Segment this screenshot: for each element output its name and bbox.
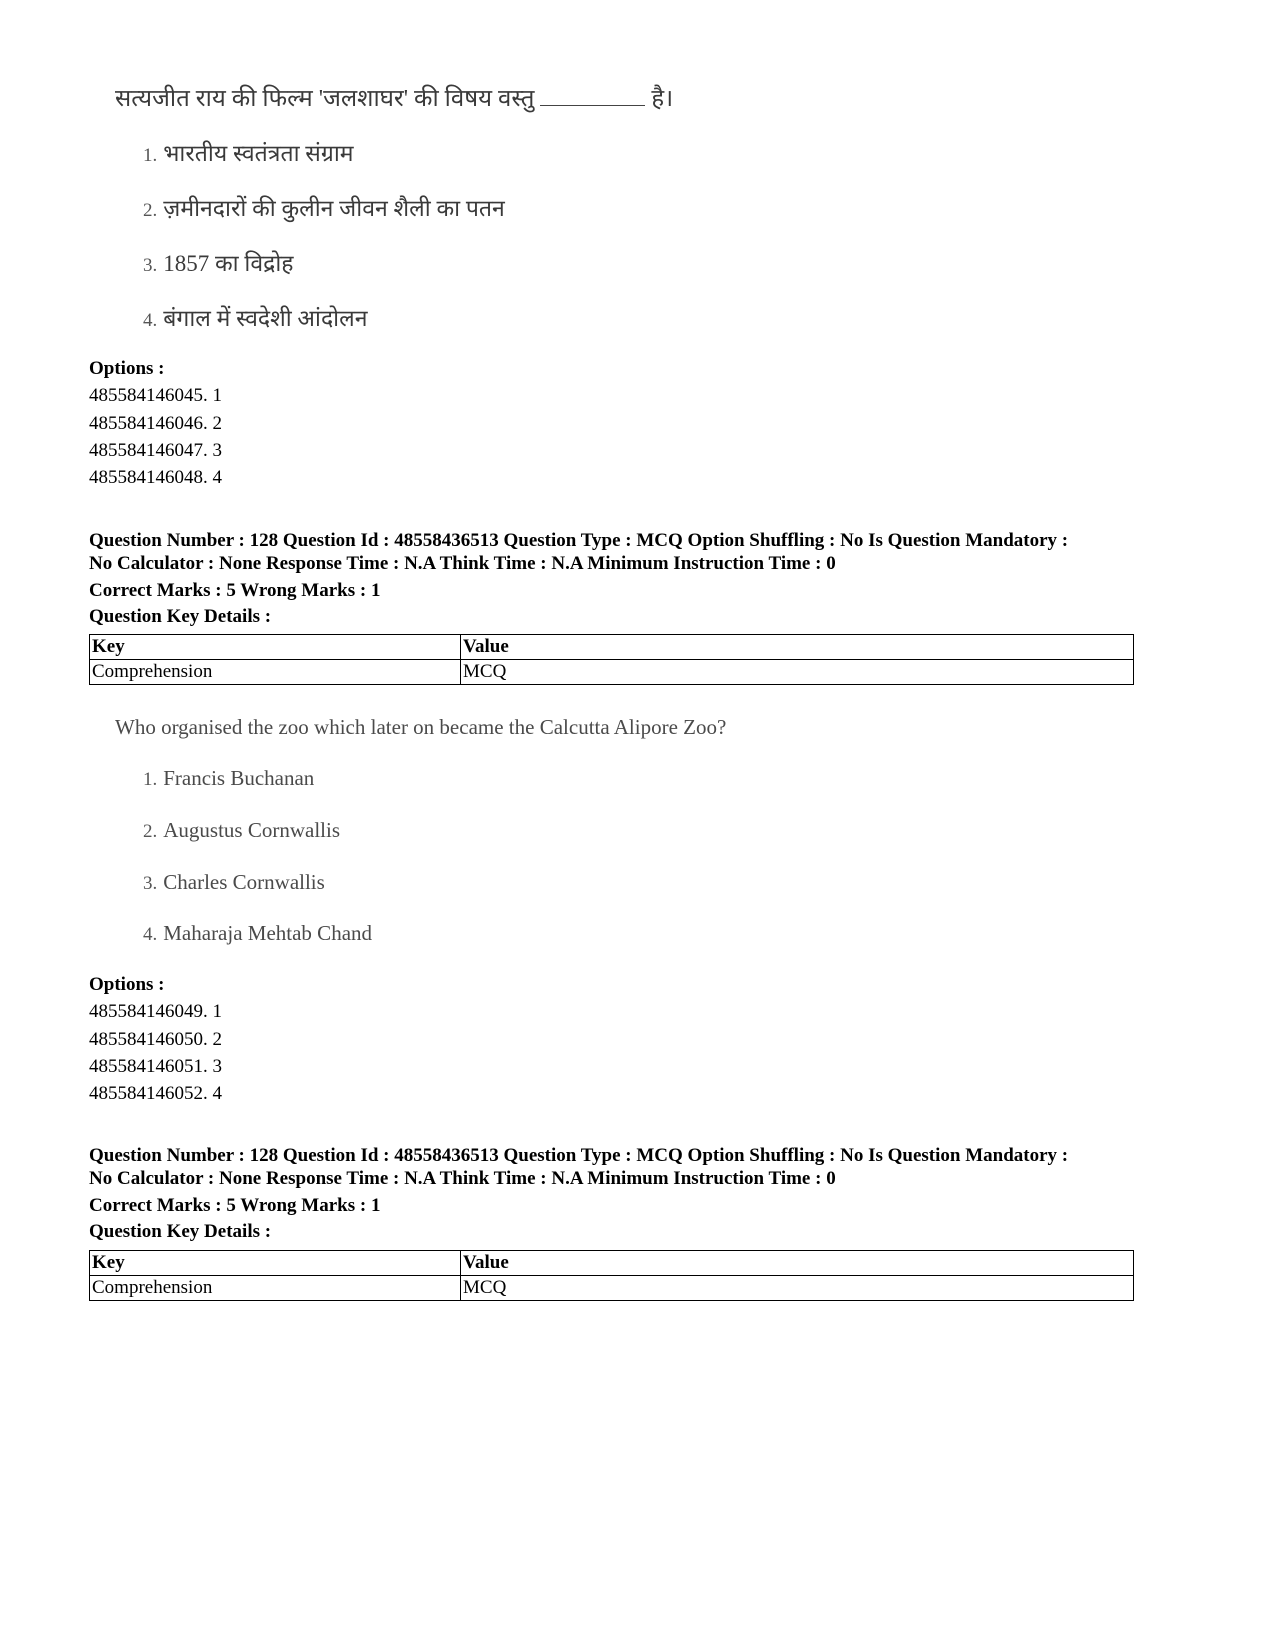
- table-cell: Comprehension: [90, 660, 461, 685]
- options-label: Options :: [89, 974, 165, 995]
- question-option: [115, 305, 367, 335]
- question-image-english: [115, 712, 835, 952]
- table-header-row: [90, 1251, 1134, 1276]
- option-id-item: 485584146047. 3: [89, 439, 222, 461]
- question-option: [115, 868, 325, 898]
- table-header-cell: Value: [461, 1251, 1134, 1276]
- option-number: 1.: [143, 145, 158, 166]
- option-id-item: 485584146050. 2: [89, 1028, 222, 1050]
- option-text: Francis Buchanan: [163, 766, 315, 790]
- question-meta: [89, 1144, 1134, 1243]
- table-header-cell: Key: [90, 635, 461, 660]
- question-stem-end: है।: [651, 86, 674, 112]
- table-header-cell: Value: [461, 635, 1134, 660]
- question-marks: Correct Marks : 5 Wrong Marks : 1: [89, 580, 381, 601]
- table-header-row: [90, 635, 1134, 660]
- table-cell: MCQ: [461, 1276, 1134, 1301]
- question-option: [115, 816, 340, 846]
- key-details-table: [89, 634, 1134, 685]
- key-details-table: [89, 1250, 1134, 1301]
- fill-in-blank: [540, 87, 645, 106]
- question-key-details-label: Question Key Details :: [89, 606, 272, 627]
- option-id-item: 485584146052. 4: [89, 1083, 222, 1105]
- option-id-item: 485584146046. 2: [89, 412, 222, 434]
- question-option: [115, 250, 294, 280]
- option-number: 4.: [143, 924, 158, 945]
- options-list: [89, 971, 222, 1107]
- question-stem: [115, 84, 835, 114]
- question-meta-line: Question Number : 128 Question Id : 48558436513 Question Type : MCQ Option Shuffling : No Is Question Mandatory :: [89, 1145, 1069, 1166]
- options-list: [89, 355, 222, 491]
- table-header-cell: Key: [90, 1251, 461, 1276]
- option-text: Charles Cornwallis: [163, 870, 325, 894]
- option-text: बंगाल में स्वदेशी आंदोलन: [163, 306, 368, 331]
- option-id-item: 485584146049. 1: [89, 1001, 222, 1023]
- question-marks: Correct Marks : 5 Wrong Marks : 1: [89, 1195, 381, 1216]
- option-number: 2.: [143, 821, 158, 842]
- question-option: [115, 140, 354, 170]
- option-id-item: 485584146045. 1: [89, 385, 222, 407]
- question-key-details-label: Question Key Details :: [89, 1221, 272, 1242]
- question-stem: Who organised the zoo which later on became the Calcutta Alipore Zoo?: [115, 715, 727, 739]
- question-option: [115, 919, 372, 949]
- table-row: [90, 660, 1134, 685]
- question-meta-line: No Calculator : None Response Time : N.A Think Time : N.A Minimum Instruction Time : 0: [89, 553, 836, 574]
- question-meta: [89, 529, 1134, 628]
- table-cell: MCQ: [461, 660, 1134, 685]
- question-stem-text: सत्यजीत राय की फिल्म 'जलशाघर' की विषय वस्तु: [115, 86, 535, 112]
- option-text: Maharaja Mehtab Chand: [163, 921, 373, 945]
- question-option: [115, 764, 314, 794]
- option-text: भारतीय स्वतंत्रता संग्राम: [163, 141, 354, 166]
- options-label: Options :: [89, 358, 165, 379]
- option-text: Augustus Cornwallis: [163, 818, 341, 842]
- option-text: ज़मीनदारों की कुलीन जीवन शैली का पतन: [163, 196, 505, 221]
- table-cell: Comprehension: [90, 1276, 461, 1301]
- option-number: 3.: [143, 255, 158, 276]
- question-image-hindi: [115, 84, 835, 344]
- table-row: [90, 1276, 1134, 1301]
- question-meta-line: No Calculator : None Response Time : N.A Think Time : N.A Minimum Instruction Time : 0: [89, 1168, 836, 1189]
- option-id-item: 485584146048. 4: [89, 467, 222, 489]
- question-meta-line: Question Number : 128 Question Id : 48558436513 Question Type : MCQ Option Shuffling : No Is Question Mandatory :: [89, 530, 1069, 551]
- option-id-item: 485584146051. 3: [89, 1055, 222, 1077]
- option-number: 2.: [143, 200, 158, 221]
- option-text: 1857 का विद्रोह: [163, 251, 294, 276]
- option-number: 3.: [143, 873, 158, 894]
- question-option: [115, 195, 505, 225]
- option-number: 1.: [143, 769, 158, 790]
- option-number: 4.: [143, 310, 158, 331]
